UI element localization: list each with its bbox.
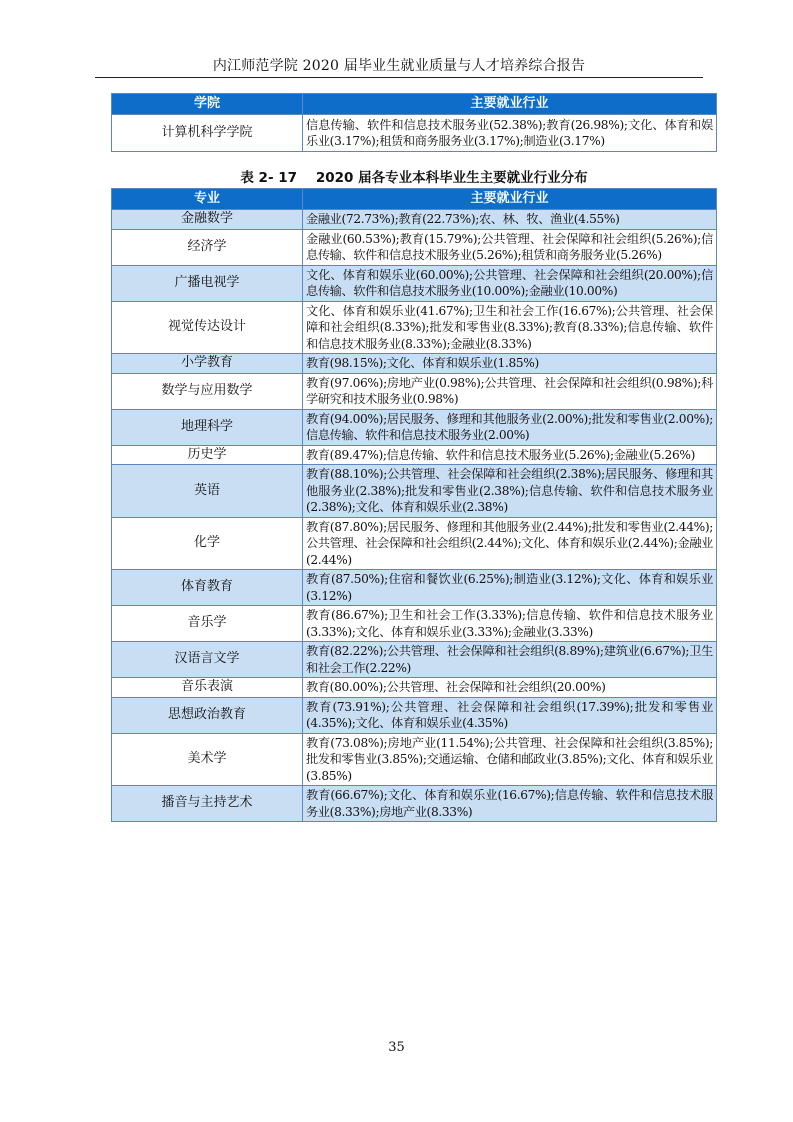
major-name-cell: 化学 (112, 517, 303, 570)
header-rule (95, 77, 703, 78)
industry-cell: 教育(98.15%);文化、体育和娱乐业(1.85%) (303, 354, 717, 374)
table-row (112, 409, 717, 445)
column-header: 主要就业行业 (303, 189, 717, 210)
major-name-cell: 思想政治教育 (112, 697, 303, 733)
page-header-title: 内江师范学院 2020 届毕业生就业质量与人才培养综合报告 (212, 58, 586, 74)
table-row (112, 678, 717, 698)
page-number: 35 (388, 1040, 405, 1055)
major-name-cell: 广播电视学 (112, 265, 303, 301)
table-row (112, 465, 717, 518)
table-row (112, 354, 717, 374)
industry-cell: 教育(89.47%);信息传输、软件和信息技术服务业(5.26%);金融业(5.26%) (303, 445, 717, 465)
college-name-cell: 计算机科学学院 (112, 115, 303, 152)
major-name-cell: 音乐表演 (112, 678, 303, 698)
major-industry-table (111, 188, 717, 822)
major-name-cell: 体育教育 (112, 570, 303, 606)
industry-cell: 信息传输、软件和信息技术服务业(52.38%);教育(26.98%);文化、体育和娱乐业(3.17%);租赁和商务服务业(3.17%);制造业(3.17%) (303, 115, 717, 152)
industry-cell: 教育(73.08%);房地产业(11.54%);公共管理、社会保障和社会组织(3.85%);批发和零售业(3.85%);交通运输、仓储和邮政业(3.85%);文化、体育和娱乐业(3.85%) (303, 733, 717, 786)
table-row (112, 301, 717, 354)
major-name-cell: 历史学 (112, 445, 303, 465)
column-header: 主要就业行业 (303, 94, 717, 115)
industry-cell: 教育(87.50%);住宿和餐饮业(6.25%);制造业(3.12%);文化、体育和娱乐业(3.12%) (303, 570, 717, 606)
industry-cell: 金融业(72.73%);教育(22.73%);农、林、牧、渔业(4.55%) (303, 210, 717, 230)
major-name-cell: 地理科学 (112, 409, 303, 445)
column-header: 专业 (112, 189, 303, 210)
table-row (112, 642, 717, 678)
table-caption (111, 166, 717, 186)
table-row (112, 265, 717, 301)
major-name-cell: 美术学 (112, 733, 303, 786)
table-header-row (112, 189, 717, 210)
industry-cell: 文化、体育和娱乐业(41.67%);卫生和社会工作(16.67%);公共管理、社会保障和社会组织(8.33%);批发和零售业(8.33%);教育(8.33%);信息传输、软件和信息技术服务业(8.33%);金融业(8.33%) (303, 301, 717, 354)
table-row (112, 606, 717, 642)
table-row (112, 570, 717, 606)
column-header: 学院 (112, 94, 303, 115)
caption-label: 表 2- 17 (240, 170, 298, 186)
major-name-cell: 小学教育 (112, 354, 303, 374)
industry-cell: 文化、体育和娱乐业(60.00%);公共管理、社会保障和社会组织(20.00%);信息传输、软件和信息技术服务业(10.00%);金融业(10.00%) (303, 265, 717, 301)
industry-cell: 教育(87.80%);居民服务、修理和其他服务业(2.44%);批发和零售业(2.44%);公共管理、社会保障和社会组织(2.44%);文化、体育和娱乐业(2.44%);金融业(2.44%) (303, 517, 717, 570)
caption-title: 2020 届各专业本科毕业生主要就业行业分布 (315, 170, 588, 186)
table-row (112, 517, 717, 570)
table-row (112, 229, 717, 265)
major-name-cell: 播音与主持艺术 (112, 786, 303, 822)
table-row (112, 733, 717, 786)
major-name-cell: 英语 (112, 465, 303, 518)
industry-cell: 金融业(60.53%);教育(15.79%);公共管理、社会保障和社会组织(5.26%);信息传输、软件和信息技术服务业(5.26%);租赁和商务服务业(5.26%) (303, 229, 717, 265)
table-header-row (112, 94, 717, 115)
industry-cell: 教育(80.00%);公共管理、社会保障和社会组织(20.00%) (303, 678, 717, 698)
table-row (112, 697, 717, 733)
industry-cell: 教育(73.91%);公共管理、社会保障和社会组织(17.39%);批发和零售业(4.35%);文化、体育和娱乐业(4.35%) (303, 697, 717, 733)
major-name-cell: 汉语言文学 (112, 642, 303, 678)
industry-cell: 教育(86.67%);卫生和社会工作(3.33%);信息传输、软件和信息技术服务业(3.33%);文化、体育和娱乐业(3.33%);金融业(3.33%) (303, 606, 717, 642)
major-name-cell: 音乐学 (112, 606, 303, 642)
table-row (112, 115, 717, 152)
table-row (112, 786, 717, 822)
industry-cell: 教育(82.22%);公共管理、社会保障和社会组织(8.89%);建筑业(6.67%);卫生和社会工作(2.22%) (303, 642, 717, 678)
major-name-cell: 视觉传达设计 (112, 301, 303, 354)
industry-cell: 教育(88.10%);公共管理、社会保障和社会组织(2.38%);居民服务、修理和其他服务业(2.38%);批发和零售业(2.38%);信息传输、软件和信息技术服务业(2.38%);文化、体育和娱乐业(2.38%) (303, 465, 717, 518)
industry-cell: 教育(94.00%);居民服务、修理和其他服务业(2.00%);批发和零售业(2.00%);信息传输、软件和信息技术服务业(2.00%) (303, 409, 717, 445)
college-industry-table (111, 93, 717, 152)
industry-cell: 教育(97.06%);房地产业(0.98%);公共管理、社会保障和社会组织(0.98%);科学研究和技术服务业(0.98%) (303, 373, 717, 409)
major-name-cell: 数学与应用数学 (112, 373, 303, 409)
table-row (112, 210, 717, 230)
table-row (112, 445, 717, 465)
table-row (112, 373, 717, 409)
major-name-cell: 经济学 (112, 229, 303, 265)
industry-cell: 教育(66.67%);文化、体育和娱乐业(16.67%);信息传输、软件和信息技术服务业(8.33%);房地产业(8.33%) (303, 786, 717, 822)
major-name-cell: 金融数学 (112, 210, 303, 230)
